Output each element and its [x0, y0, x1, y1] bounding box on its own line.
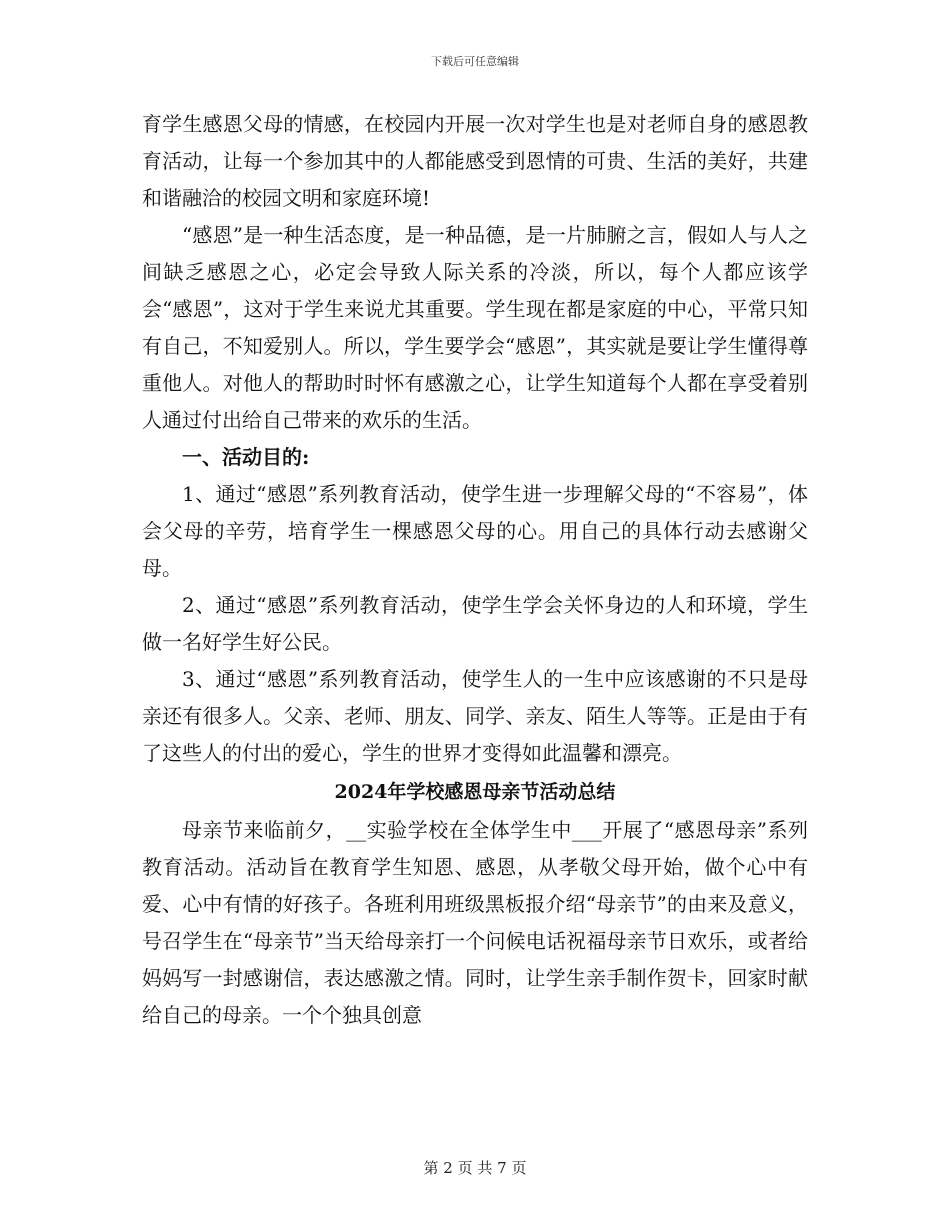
- paragraph-intro-continued: 育学生感恩父母的情感，在校园内开展一次对学生也是对老师自身的感恩教育活动，让每一个参加其中的人都能感受到恩情的可贵、生活的美好，共建和谐融洽的校园文明和家庭环境!: [142, 112, 808, 210]
- section-heading-purpose: 一、活动目的:: [182, 445, 310, 469]
- page-number-footer: 第 2 页 共 7 页: [423, 1159, 527, 1177]
- paragraph-gratitude-attitude: “感恩”是一种生活态度，是一种品德，是一片肺腑之言，假如人与人之间缺乏感恩之心，必定会导致人际关系的冷淡，所以，每个人都应该学会“感恩”，这对于学生来说尤其重要。学生现在都是家庭的中心，平常只知有自己，不知爱别人。所以，学生要学会“感恩”，其实就是要让学生懂得尊重他人。对他人的帮助时时怀有感激之心，让学生知道每个人都在享受着别人通过付出给自己带来的欢乐的生活。: [142, 223, 808, 432]
- paragraph-summary: 母亲节来临前夕，__实验学校在全体学生中___开展了“感恩母亲”系列教育活动。活动旨在教育学生知恩、感恩，从孝敬父母开始，做个心中有爱、心中有情的好孩子。各班利用班级黑板报介绍“母亲节”的由来及意义，号召学生在“母亲节”当天给母亲打一个问候电话祝福母亲节日欢乐，或者给妈妈写一封感谢信，表达感激之情。同时，让学生亲手制作贺卡，回家时献给自己的母亲。一个个独具创意: [142, 818, 808, 1027]
- paragraph-purpose-2: 2、通过“感恩”系列教育活动，使学生学会关怀身边的人和环境，学生做一名好学生好公民。: [142, 593, 808, 654]
- document-title: 2024年学校感恩母亲节活动总结: [334, 781, 616, 803]
- paragraph-purpose-1: 1、通过“感恩”系列教育活动，使学生进一步理解父母的“不容易”，体会父母的辛劳，培育学生一棵感恩父母的心。用自己的具体行动去感谢父母。: [142, 482, 808, 580]
- paragraph-purpose-3: 3、通过“感恩”系列教育活动，使学生人的一生中应该感谢的不只是母亲还有很多人。父亲、老师、朋友、同学、亲友、陌生人等等。正是由于有了这些人的付出的爱心，学生的世界才变得如此温馨和漂亮。: [142, 667, 808, 765]
- page-header-note: 下载后可任意编辑: [431, 55, 519, 68]
- document-body: [142, 106, 808, 1034]
